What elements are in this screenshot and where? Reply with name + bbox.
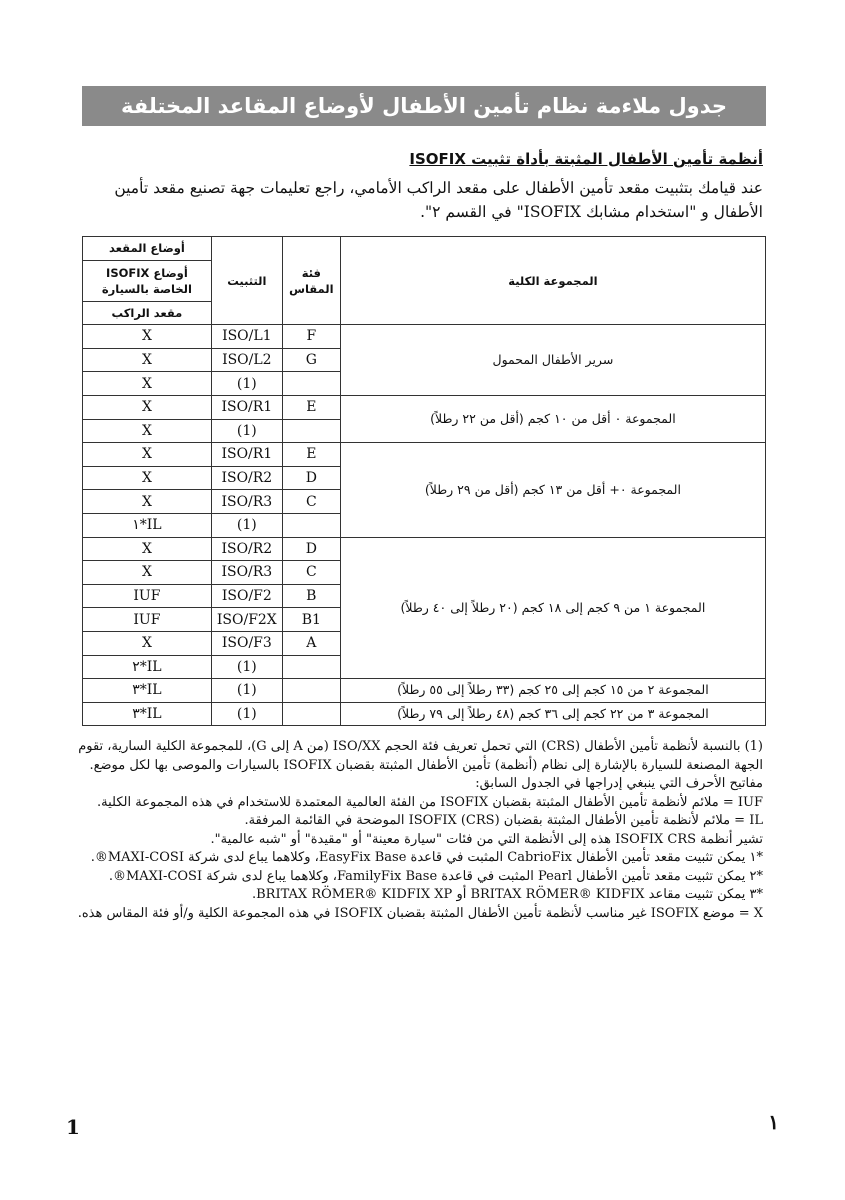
table-row (83, 679, 766, 703)
seat-cell: X (83, 631, 212, 655)
group-label: المجموعة ٠+ أقل من ١٣ كجم (أقل من ٢٩ رطلاً) (340, 443, 765, 537)
seat-cell: X (83, 466, 212, 490)
size-class-cell (282, 513, 340, 537)
compatibility-table (82, 236, 766, 726)
group-label: المجموعة ٣ من ٢٢ كجم إلى ٣٦ كجم (٤٨ رطلاً إلى ٧٩ رطلاً) (340, 702, 765, 726)
fixture-cell: ISO/L2 (211, 348, 282, 372)
fixture-cell: ISO/R3 (211, 561, 282, 585)
size-class-cell (282, 702, 340, 726)
fixture-cell: ISO/R2 (211, 537, 282, 561)
seat-cell: X (83, 443, 212, 467)
seat-cell: X (83, 372, 212, 396)
size-class-cell: E (282, 443, 340, 467)
section-heading: أنظمة تأمين الأطفال المثبتة بأداة تثبيت ISOFIX (409, 150, 763, 168)
note-line: X = موضع ISOFIX غير مناسب لأنظمة تأمين الأطفال المثبتة بقضبان ISOFIX في هذه المجموعة الكلية و/أو فئة المقاس هذه. (77, 905, 763, 921)
fixture-cell: ISO/F2 (211, 584, 282, 608)
fixture-cell: ISO/F3 (211, 631, 282, 655)
size-class-cell: C (282, 561, 340, 585)
size-class-cell (282, 679, 340, 703)
notes (73, 738, 763, 923)
fixture-cell: ISO/R3 (211, 490, 282, 514)
size-class-cell (282, 655, 340, 679)
note-line: IUF = ملائم لأنظمة تأمين الأطفال المثبتة بقضبان ISOFIX من الفئة العالمية المعتمدة للاستخدام في هذه المجموعة الكلية. (97, 794, 763, 810)
size-class-cell (282, 419, 340, 443)
size-class-cell: B (282, 584, 340, 608)
header-seat-positions: أوضاع المقعد (83, 237, 212, 261)
page-number-left: 1 (66, 1115, 80, 1139)
fixture-cell: ISO/F2X (211, 608, 282, 632)
size-class-cell: B1 (282, 608, 340, 632)
seat-cell: IL*٢ (83, 655, 212, 679)
fixture-cell: ISO/L1 (211, 325, 282, 349)
seat-cell: X (83, 325, 212, 349)
intro-paragraph: عند قيامك بتثبيت مقعد تأمين الأطفال على مقعد الراكب الأمامي، راجع تعليمات جهة تصنيع مقعد تأمين الأطفال و "استخدام مشابك ISOFIX" في القسم ٢". (114, 179, 763, 221)
group-label: المجموعة ٠ أقل من ١٠ كجم (أقل من ٢٢ رطلاً) (340, 395, 765, 442)
note-line: تشير أنظمة ISOFIX CRS هذه إلى الأنظمة التي من فئات "سيارة معينة" أو "مقيدة" أو "شبه عالمية". (210, 831, 763, 847)
fixture-cell: ISO/R1 (211, 395, 282, 419)
group-label: المجموعة ١ من ٩ كجم إلى ١٨ كجم (٢٠ رطلاً إلى ٤٠ رطلاً) (340, 537, 765, 679)
fixture-cell: ISO/R2 (211, 466, 282, 490)
note-line: *٣ يمكن تثبيت مقاعد BRITAX RÖMER® KIDFIX أو BRITAX RÖMER® KIDFIX XP. (251, 887, 763, 902)
seat-cell: IL*٣ (83, 702, 212, 726)
size-class-cell (282, 372, 340, 396)
group-label: سرير الأطفال المحمول (340, 325, 765, 396)
header-fixture: التثبيت (211, 237, 282, 325)
fixture-cell: (1) (211, 419, 282, 443)
fixture-cell: (1) (211, 702, 282, 726)
size-class-cell: D (282, 537, 340, 561)
page-number-right: ١ (768, 1110, 779, 1134)
page-title: جدول ملاءمة نظام تأمين الأطفال لأوضاع المقاعد المختلفة (82, 86, 766, 126)
size-class-cell: A (282, 631, 340, 655)
note-line: مفاتيح الأحرف التي ينبغي إدراجها في الجدول السابق: (475, 776, 763, 791)
table-row (83, 325, 766, 349)
note-line: (1) بالنسبة لأنظمة تأمين الأطفال (CRS) التي تحمل تعريف فئة الحجم ISO/XX (من A إلى G)، للمجموعة الكلية السارية، تقوم الجهة المصنعة للسيارة بالإشارة إلى نظام (أنظمة) تأمين الأطفال المثبتة بقضبان ISOFIX بالسيارات والموصى بها لكل موضع. (78, 739, 763, 773)
note-line: *٢ يمكن تثبيت مقعد تأمين الأطفال Pearl المثبت في قاعدة FamilyFix Base، وكلاهما يباع لدى شركة MAXI-COSI®. (108, 868, 763, 884)
fixture-cell: ISO/R1 (211, 443, 282, 467)
seat-cell: X (83, 561, 212, 585)
header-group: المجموعة الكلية (340, 237, 765, 325)
header-size-class: فئة المقاس (282, 237, 340, 325)
seat-cell: X (83, 395, 212, 419)
seat-cell: X (83, 348, 212, 372)
seat-cell: IL*٣ (83, 679, 212, 703)
header-isofix-positions: أوضاع ISOFIX الخاصة بالسيارة (83, 260, 212, 301)
seat-cell: IL*١ (83, 513, 212, 537)
size-class-cell: F (282, 325, 340, 349)
size-class-cell: D (282, 466, 340, 490)
note-line: *١ يمكن تثبيت مقعد تأمين الأطفال CabrioFix المثبت في قاعدة EasyFix Base، وكلاهما يباع لدى شركة MAXI-COSI®. (90, 850, 763, 865)
size-class-cell: C (282, 490, 340, 514)
table-row (83, 702, 766, 726)
table-row (83, 395, 766, 419)
fixture-cell: (1) (211, 513, 282, 537)
seat-cell: X (83, 419, 212, 443)
fixture-cell: (1) (211, 372, 282, 396)
seat-cell: X (83, 537, 212, 561)
fixture-cell: (1) (211, 655, 282, 679)
size-class-cell: G (282, 348, 340, 372)
group-label: المجموعة ٢ من ١٥ كجم إلى ٢٥ كجم (٣٣ رطلاً إلى ٥٥ رطلاً) (340, 679, 765, 703)
header-passenger-seat: مقعد الراكب (83, 301, 212, 325)
fixture-cell: (1) (211, 679, 282, 703)
table-body (83, 325, 766, 726)
seat-cell: IUF (83, 608, 212, 632)
note-line: IL = ملائم لأنظمة تأمين الأطفال المثبتة بقضبان ISOFIX (CRS) الموضحة في القائمة المرفقة. (244, 813, 763, 828)
size-class-cell: E (282, 395, 340, 419)
seat-cell: IUF (83, 584, 212, 608)
table-row (83, 443, 766, 467)
table-row (83, 537, 766, 561)
seat-cell: X (83, 490, 212, 514)
